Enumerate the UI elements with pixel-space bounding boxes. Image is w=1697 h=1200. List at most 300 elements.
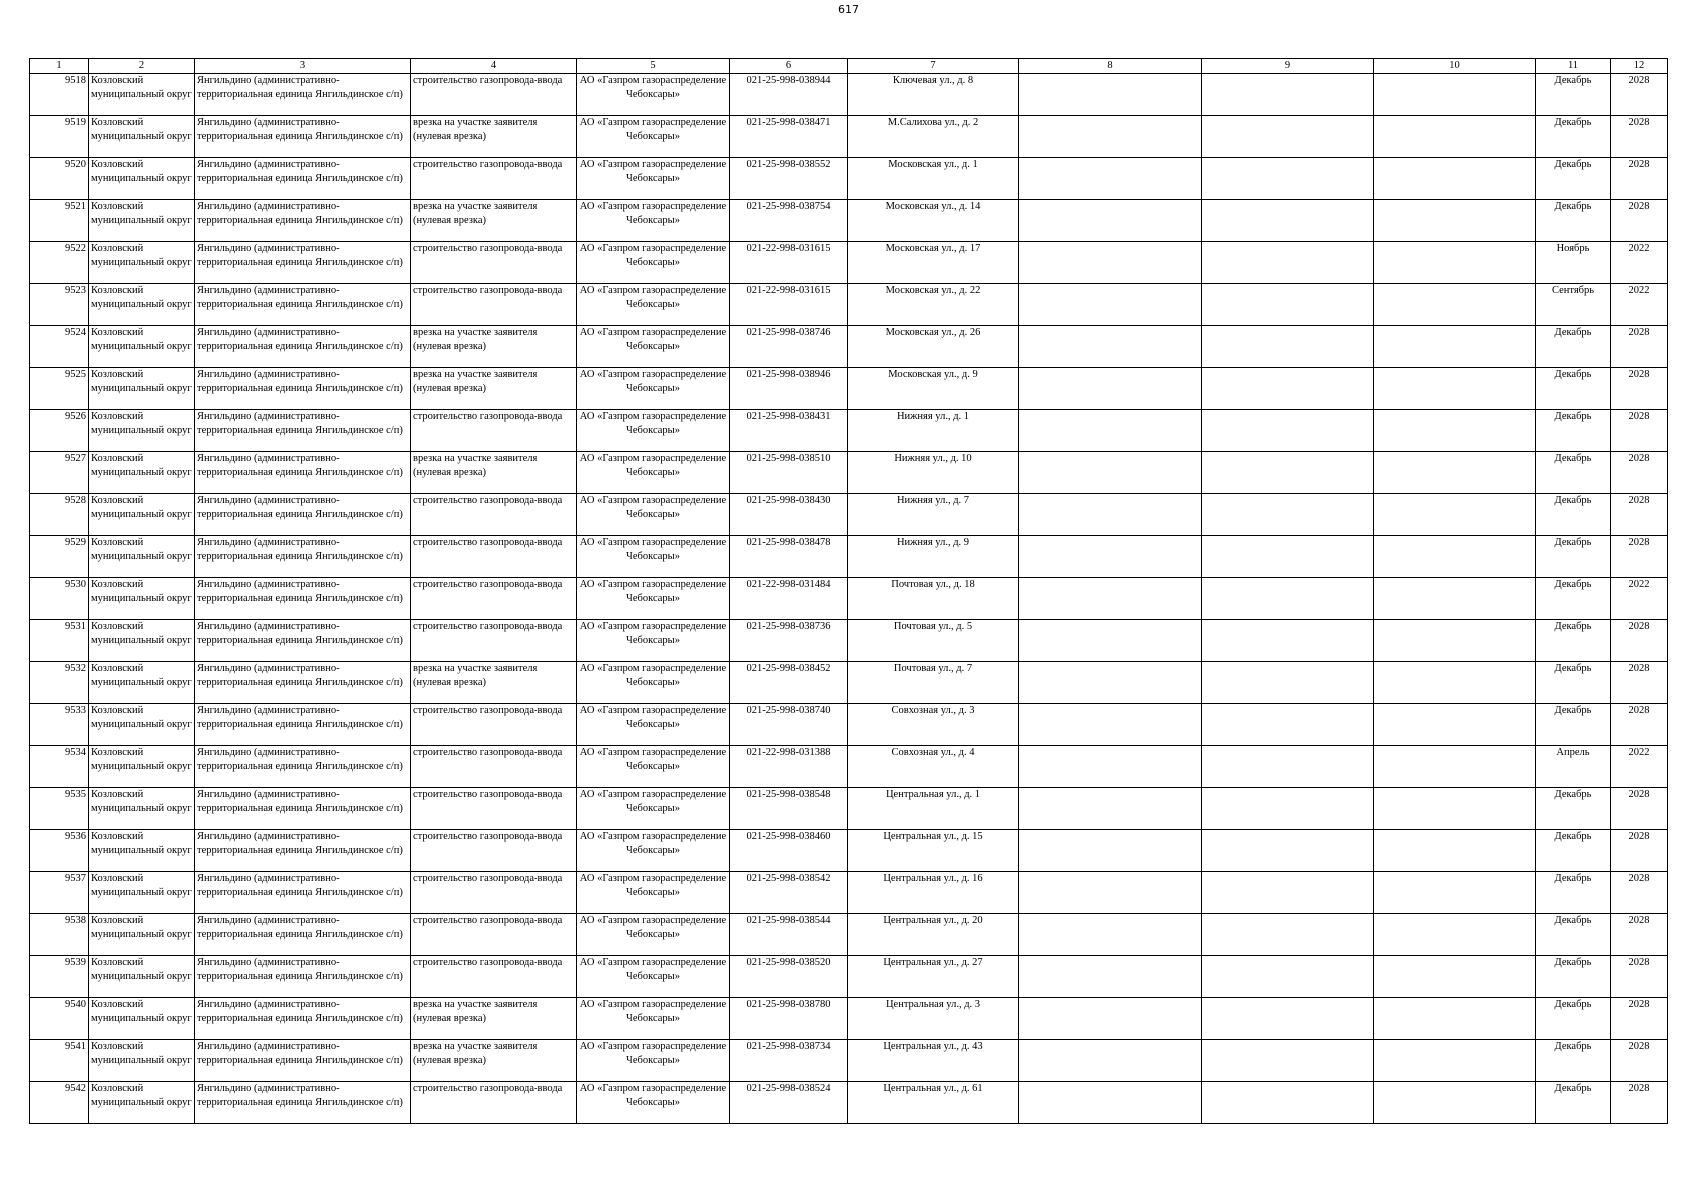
locality-cell — [195, 830, 411, 872]
column-9-cell-text — [1204, 284, 1371, 325]
organization-cell-text: АО «Газпром газораспределение Чебоксары» — [579, 873, 727, 898]
row-number-cell — [30, 158, 89, 200]
header-row — [30, 59, 1668, 74]
row-number-cell — [30, 410, 89, 452]
month-cell-text: Декабрь — [1554, 831, 1592, 842]
address-cell-text: Центральная ул., д. 61 — [883, 1083, 983, 1094]
month-cell — [1536, 662, 1611, 704]
page-number: 617 — [838, 3, 859, 16]
locality-cell — [195, 410, 411, 452]
year-cell — [1611, 1040, 1668, 1082]
column-10-cell — [1374, 914, 1536, 956]
work-type-cell-text: врезка на участке заявителя (нулевая врезка) — [413, 327, 538, 352]
district-cell — [89, 116, 195, 158]
locality-cell-text: Янгильдино (административно-территориальная единица Янгильдинское с/п) — [197, 789, 403, 814]
work-type-cell — [411, 746, 577, 788]
column-header: 11 — [1536, 59, 1611, 74]
application-code-cell — [730, 158, 848, 200]
row-number-cell-text: 9520 — [65, 159, 86, 170]
column-9-cell — [1202, 830, 1374, 872]
district-cell-text: Козловский муниципальный округ — [91, 201, 192, 226]
column-9-cell — [1202, 368, 1374, 410]
application-code-cell-text: 021-25-998-038452 — [746, 663, 831, 674]
column-10-cell — [1374, 326, 1536, 368]
organization-cell-text: АО «Газпром газораспределение Чебоксары» — [579, 999, 727, 1024]
address-cell-text: Почтовая ул., д. 7 — [893, 663, 973, 674]
work-type-cell-text: врезка на участке заявителя (нулевая врезка) — [413, 663, 538, 688]
application-code-cell — [730, 368, 848, 410]
locality-cell — [195, 368, 411, 410]
address-cell — [848, 830, 1019, 872]
district-cell — [89, 1082, 195, 1124]
application-code-cell-text: 021-22-998-031615 — [746, 285, 831, 296]
work-type-cell — [411, 116, 577, 158]
year-cell-text: 2022 — [1628, 579, 1650, 590]
row-number-cell-text: 9540 — [65, 999, 86, 1010]
column-header: 8 — [1019, 59, 1202, 74]
district-cell-text: Козловский муниципальный округ — [91, 831, 192, 856]
address-cell-text: Почтовая ул., д. 18 — [891, 579, 975, 590]
column-9-cell-text — [1204, 914, 1371, 955]
column-8-cell — [1019, 662, 1202, 704]
column-10-cell-text — [1376, 620, 1533, 661]
column-8-cell — [1019, 242, 1202, 284]
column-8-cell — [1019, 200, 1202, 242]
column-8-cell-text — [1021, 1082, 1199, 1123]
organization-cell — [577, 872, 730, 914]
column-9-cell — [1202, 956, 1374, 998]
row-number-cell — [30, 74, 89, 116]
column-9-cell-text — [1204, 116, 1371, 157]
table-row — [30, 662, 1668, 704]
column-10-cell — [1374, 578, 1536, 620]
year-cell-text: 2028 — [1628, 117, 1650, 128]
district-cell-text: Козловский муниципальный округ — [91, 285, 192, 310]
column-8-cell-text — [1021, 746, 1199, 787]
address-cell-text: Нижняя ул., д. 10 — [894, 453, 972, 464]
district-cell — [89, 704, 195, 746]
column-header: 12 — [1611, 59, 1668, 74]
year-cell-text: 2028 — [1628, 999, 1650, 1010]
column-10-cell — [1374, 788, 1536, 830]
locality-cell-text: Янгильдино (административно-территориальная единица Янгильдинское с/п) — [197, 747, 403, 772]
address-cell-text: Центральная ул., д. 20 — [883, 915, 983, 926]
district-cell — [89, 410, 195, 452]
row-number-cell — [30, 914, 89, 956]
work-type-cell — [411, 998, 577, 1040]
work-type-cell — [411, 704, 577, 746]
work-type-cell-text: строительство газопровода-ввода — [413, 495, 563, 506]
district-cell-text: Козловский муниципальный округ — [91, 873, 192, 898]
organization-cell — [577, 158, 730, 200]
row-number-cell — [30, 956, 89, 998]
row-number-cell — [30, 620, 89, 662]
application-code-cell-text: 021-22-998-031615 — [746, 243, 831, 254]
work-type-cell — [411, 662, 577, 704]
table-row — [30, 1082, 1668, 1124]
row-number-cell-text: 9518 — [65, 75, 86, 86]
column-9-cell — [1202, 410, 1374, 452]
work-type-cell — [411, 74, 577, 116]
locality-cell-text: Янгильдино (административно-территориальная единица Янгильдинское с/п) — [197, 327, 403, 352]
application-code-cell-text: 021-25-998-038430 — [746, 495, 831, 506]
work-type-cell — [411, 242, 577, 284]
column-8-cell — [1019, 1040, 1202, 1082]
column-9-cell-text — [1204, 410, 1371, 451]
year-cell — [1611, 74, 1668, 116]
column-10-cell-text — [1376, 74, 1533, 115]
month-cell — [1536, 452, 1611, 494]
organization-cell — [577, 956, 730, 998]
application-code-cell — [730, 662, 848, 704]
month-cell — [1536, 1040, 1611, 1082]
column-8-cell — [1019, 746, 1202, 788]
application-code-cell — [730, 410, 848, 452]
locality-cell-text: Янгильдино (административно-территориальная единица Янгильдинское с/п) — [197, 957, 403, 982]
row-number-cell — [30, 116, 89, 158]
application-code-cell-text: 021-25-998-038542 — [746, 873, 831, 884]
application-code-cell — [730, 74, 848, 116]
year-cell-text: 2028 — [1628, 957, 1650, 968]
work-type-cell-text: врезка на участке заявителя (нулевая врезка) — [413, 201, 538, 226]
organization-cell-text: АО «Газпром газораспределение Чебоксары» — [579, 957, 727, 982]
row-number-cell — [30, 998, 89, 1040]
column-header: 4 — [411, 59, 577, 74]
address-cell-text: Московская ул., д. 17 — [885, 243, 981, 254]
district-cell-text: Козловский муниципальный округ — [91, 75, 192, 100]
column-10-cell — [1374, 830, 1536, 872]
column-9-cell-text — [1204, 1082, 1371, 1123]
application-code-cell — [730, 1082, 848, 1124]
work-type-cell — [411, 1082, 577, 1124]
row-number-cell — [30, 788, 89, 830]
application-code-cell-text: 021-25-998-038736 — [746, 621, 831, 632]
address-cell-text: Нижняя ул., д. 1 — [896, 411, 970, 422]
district-cell — [89, 830, 195, 872]
column-8-cell — [1019, 998, 1202, 1040]
table-row — [30, 158, 1668, 200]
column-10-cell-text — [1376, 326, 1533, 367]
application-code-cell-text: 021-25-998-038734 — [746, 1041, 831, 1052]
year-cell-text: 2028 — [1628, 873, 1650, 884]
month-cell — [1536, 326, 1611, 368]
work-type-cell — [411, 872, 577, 914]
month-cell-text: Декабрь — [1554, 663, 1592, 674]
column-9-cell-text — [1204, 998, 1371, 1039]
address-cell — [848, 326, 1019, 368]
application-code-cell-text: 021-25-998-038524 — [746, 1083, 831, 1094]
column-10-cell — [1374, 998, 1536, 1040]
column-9-cell-text — [1204, 662, 1371, 703]
year-cell-text: 2028 — [1628, 1083, 1650, 1094]
row-number-cell — [30, 536, 89, 578]
row-number-cell — [30, 284, 89, 326]
column-header: 2 — [89, 59, 195, 74]
locality-cell — [195, 494, 411, 536]
organization-cell — [577, 200, 730, 242]
column-8-cell — [1019, 536, 1202, 578]
month-cell — [1536, 536, 1611, 578]
locality-cell — [195, 620, 411, 662]
organization-cell — [577, 830, 730, 872]
locality-cell-text: Янгильдино (административно-территориальная единица Янгильдинское с/п) — [197, 537, 403, 562]
year-cell-text: 2028 — [1628, 537, 1650, 548]
month-cell — [1536, 284, 1611, 326]
district-cell-text: Козловский муниципальный округ — [91, 789, 192, 814]
address-cell-text: М.Салихова ул., д. 2 — [887, 117, 979, 128]
table-row — [30, 830, 1668, 872]
year-cell — [1611, 494, 1668, 536]
district-cell-text: Козловский муниципальный округ — [91, 411, 192, 436]
column-8-cell — [1019, 74, 1202, 116]
year-cell — [1611, 872, 1668, 914]
row-number-cell — [30, 1040, 89, 1082]
year-cell — [1611, 200, 1668, 242]
table-row — [30, 914, 1668, 956]
locality-cell — [195, 704, 411, 746]
year-cell — [1611, 620, 1668, 662]
locality-cell — [195, 1040, 411, 1082]
work-type-cell — [411, 200, 577, 242]
locality-cell — [195, 1082, 411, 1124]
year-cell-text: 2028 — [1628, 789, 1650, 800]
locality-cell-text: Янгильдино (административно-территориальная единица Янгильдинское с/п) — [197, 915, 403, 940]
column-8-cell-text — [1021, 368, 1199, 409]
column-9-cell — [1202, 704, 1374, 746]
work-type-cell — [411, 326, 577, 368]
row-number-cell-text: 9521 — [65, 201, 86, 212]
work-type-cell-text: строительство газопровода-ввода — [413, 285, 563, 296]
row-number-cell-text: 9536 — [65, 831, 86, 842]
column-9-cell — [1202, 494, 1374, 536]
year-cell-text: 2028 — [1628, 369, 1650, 380]
work-type-cell-text: строительство газопровода-ввода — [413, 915, 563, 926]
organization-cell — [577, 284, 730, 326]
address-cell — [848, 914, 1019, 956]
column-10-cell-text — [1376, 1040, 1533, 1081]
organization-cell — [577, 914, 730, 956]
organization-cell-text: АО «Газпром газораспределение Чебоксары» — [579, 747, 727, 772]
column-9-cell — [1202, 116, 1374, 158]
column-10-cell-text — [1376, 368, 1533, 409]
month-cell-text: Декабрь — [1554, 915, 1592, 926]
year-cell-text: 2028 — [1628, 495, 1650, 506]
organization-cell-text: АО «Газпром газораспределение Чебоксары» — [579, 915, 727, 940]
application-code-cell — [730, 914, 848, 956]
year-cell — [1611, 998, 1668, 1040]
application-code-cell-text: 021-25-998-038552 — [746, 159, 831, 170]
address-cell — [848, 872, 1019, 914]
row-number-cell-text: 9519 — [65, 117, 86, 128]
address-cell — [848, 578, 1019, 620]
row-number-cell-text: 9538 — [65, 915, 86, 926]
locality-cell-text: Янгильдино (административно-территориальная единица Янгильдинское с/п) — [197, 117, 403, 142]
row-number-cell-text: 9526 — [65, 411, 86, 422]
address-cell-text: Московская ул., д. 26 — [885, 327, 981, 338]
district-cell-text: Козловский муниципальный округ — [91, 1041, 192, 1066]
address-cell — [848, 494, 1019, 536]
column-10-cell-text — [1376, 578, 1533, 619]
table-row — [30, 1040, 1668, 1082]
organization-cell-text: АО «Газпром газораспределение Чебоксары» — [579, 1041, 727, 1066]
work-type-cell — [411, 788, 577, 830]
application-code-cell-text: 021-25-998-038431 — [746, 411, 831, 422]
year-cell — [1611, 788, 1668, 830]
work-type-cell-text: строительство газопровода-ввода — [413, 873, 563, 884]
application-code-cell — [730, 1040, 848, 1082]
district-cell-text: Козловский муниципальный округ — [91, 915, 192, 940]
column-9-cell — [1202, 914, 1374, 956]
column-8-cell — [1019, 410, 1202, 452]
district-cell-text: Козловский муниципальный округ — [91, 243, 192, 268]
organization-cell — [577, 1082, 730, 1124]
locality-cell-text: Янгильдино (административно-территориальная единица Янгильдинское с/п) — [197, 621, 403, 646]
column-9-cell-text — [1204, 746, 1371, 787]
month-cell-text: Декабрь — [1554, 579, 1592, 590]
address-cell-text: Центральная ул., д. 43 — [883, 1041, 983, 1052]
column-9-cell-text — [1204, 788, 1371, 829]
application-code-cell-text: 021-25-998-038510 — [746, 453, 831, 464]
address-cell — [848, 452, 1019, 494]
row-number-cell — [30, 452, 89, 494]
column-8-cell — [1019, 158, 1202, 200]
district-cell-text: Козловский муниципальный округ — [91, 453, 192, 478]
application-code-cell-text: 021-25-998-038520 — [746, 957, 831, 968]
address-cell-text: Нижняя ул., д. 7 — [896, 495, 970, 506]
column-8-cell — [1019, 704, 1202, 746]
work-type-cell-text: строительство газопровода-ввода — [413, 243, 563, 254]
year-cell — [1611, 1082, 1668, 1124]
organization-cell-text: АО «Газпром газораспределение Чебоксары» — [579, 285, 727, 310]
month-cell-text: Декабрь — [1554, 411, 1592, 422]
column-8-cell — [1019, 620, 1202, 662]
address-cell — [848, 662, 1019, 704]
address-cell — [848, 410, 1019, 452]
column-10-cell — [1374, 410, 1536, 452]
address-cell-text: Московская ул., д. 1 — [888, 159, 978, 170]
column-8-cell-text — [1021, 536, 1199, 577]
application-code-cell — [730, 284, 848, 326]
address-cell-text: Почтовая ул., д. 5 — [893, 621, 973, 632]
district-cell — [89, 368, 195, 410]
district-cell-text: Козловский муниципальный округ — [91, 495, 192, 520]
column-10-cell — [1374, 1082, 1536, 1124]
district-cell — [89, 158, 195, 200]
district-cell-text: Козловский муниципальный округ — [91, 747, 192, 772]
address-cell-text: Совхозная ул., д. 3 — [891, 705, 975, 716]
work-type-cell-text: врезка на участке заявителя (нулевая врезка) — [413, 453, 538, 478]
column-8-cell-text — [1021, 998, 1199, 1039]
address-cell — [848, 788, 1019, 830]
address-cell — [848, 284, 1019, 326]
column-9-cell-text — [1204, 536, 1371, 577]
column-9-cell-text — [1204, 326, 1371, 367]
work-type-cell-text: строительство газопровода-ввода — [413, 831, 563, 842]
row-number-cell — [30, 242, 89, 284]
organization-cell — [577, 74, 730, 116]
year-cell-text: 2028 — [1628, 75, 1650, 86]
address-cell — [848, 956, 1019, 998]
column-10-cell — [1374, 242, 1536, 284]
organization-cell — [577, 536, 730, 578]
district-cell — [89, 914, 195, 956]
month-cell-text: Декабрь — [1554, 159, 1592, 170]
month-cell — [1536, 158, 1611, 200]
year-cell — [1611, 746, 1668, 788]
address-cell-text: Московская ул., д. 9 — [888, 369, 978, 380]
district-cell — [89, 1040, 195, 1082]
month-cell-text: Декабрь — [1554, 999, 1592, 1010]
row-number-cell-text: 9529 — [65, 537, 86, 548]
year-cell — [1611, 410, 1668, 452]
column-9-cell — [1202, 620, 1374, 662]
column-9-cell — [1202, 200, 1374, 242]
column-10-cell-text — [1376, 914, 1533, 955]
column-8-cell — [1019, 872, 1202, 914]
column-8-cell-text — [1021, 788, 1199, 829]
district-cell — [89, 998, 195, 1040]
year-cell — [1611, 662, 1668, 704]
column-10-cell — [1374, 116, 1536, 158]
district-cell-text: Козловский муниципальный округ — [91, 999, 192, 1024]
column-10-cell-text — [1376, 242, 1533, 283]
organization-cell — [577, 998, 730, 1040]
organization-cell-text: АО «Газпром газораспределение Чебоксары» — [579, 453, 727, 478]
district-cell — [89, 746, 195, 788]
row-number-cell — [30, 1082, 89, 1124]
column-10-cell-text — [1376, 956, 1533, 997]
column-9-cell-text — [1204, 872, 1371, 913]
application-code-cell — [730, 704, 848, 746]
column-header: 1 — [30, 59, 89, 74]
column-8-cell-text — [1021, 158, 1199, 199]
year-cell-text: 2022 — [1628, 285, 1650, 296]
locality-cell-text: Янгильдино (административно-территориальная единица Янгильдинское с/п) — [197, 285, 403, 310]
address-cell-text: Ключевая ул., д. 8 — [892, 75, 974, 86]
column-8-cell-text — [1021, 452, 1199, 493]
application-code-cell — [730, 830, 848, 872]
organization-cell-text: АО «Газпром газораспределение Чебоксары» — [579, 831, 727, 856]
locality-cell — [195, 914, 411, 956]
month-cell — [1536, 200, 1611, 242]
row-number-cell-text: 9534 — [65, 747, 86, 758]
month-cell — [1536, 914, 1611, 956]
month-cell-text: Ноябрь — [1556, 243, 1590, 254]
district-cell-text: Козловский муниципальный округ — [91, 1083, 192, 1108]
locality-cell — [195, 116, 411, 158]
year-cell — [1611, 830, 1668, 872]
application-code-cell-text: 021-25-998-038478 — [746, 537, 831, 548]
address-cell — [848, 158, 1019, 200]
address-cell-text: Московская ул., д. 22 — [885, 285, 981, 296]
locality-cell-text: Янгильдино (административно-территориальная единица Янгильдинское с/п) — [197, 663, 403, 688]
row-number-cell — [30, 326, 89, 368]
row-number-cell — [30, 830, 89, 872]
year-cell-text: 2028 — [1628, 621, 1650, 632]
year-cell-text: 2022 — [1628, 747, 1650, 758]
organization-cell — [577, 578, 730, 620]
application-code-cell — [730, 578, 848, 620]
organization-cell — [577, 788, 730, 830]
column-header: 5 — [577, 59, 730, 74]
locality-cell-text: Янгильдино (административно-территориальная единица Янгильдинское с/п) — [197, 831, 403, 856]
address-cell — [848, 704, 1019, 746]
table-row — [30, 998, 1668, 1040]
year-cell — [1611, 242, 1668, 284]
year-cell — [1611, 452, 1668, 494]
month-cell-text: Декабрь — [1554, 495, 1592, 506]
month-cell — [1536, 704, 1611, 746]
